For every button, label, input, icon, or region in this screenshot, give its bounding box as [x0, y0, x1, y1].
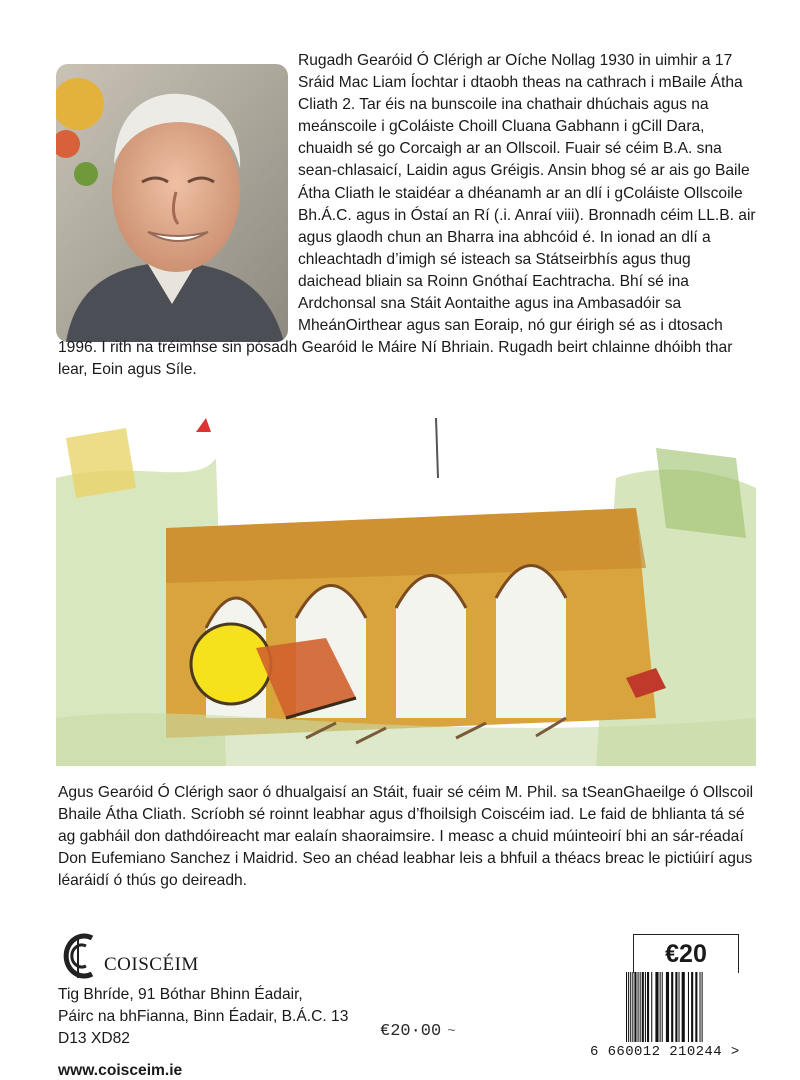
publisher-website: www.coisceim.ie — [58, 1062, 183, 1079]
bio-text-1: Rugadh Gearóid Ó Clérigh ar Oíche Nollag 1930 in uimhir a 17 Sráid Mac Liam Íochtar i dtaobh theas na cathrach i mBaile Átha Cliath 2. Tar éis na bunscoile ina chathair dhúchais agus na meánscoile i gColáiste Choill Cluana Gabhann i gCill Dara, chuaidh sé go Corcaigh ar an Ollscoil. Fuair sé céim B.A. sna sean-chlasaicí, Laidin agus Gréigis. Ansin bhog sé ar ais go Baile Átha Cliath le staidéar a dhéanamh ar an dlí i gColáiste Ollscoile Bh.Á.C. agus in Óstaí an Rí (.i. Anraí viii). Bronnadh céim LL.B. air agus glaodh chun an Bharra ina abhcóid é. In ionad an dlí a chleachtadh d’imigh sé isteach sa Státseirbhís agus thug daichead bliain sa Roinn Gnóthaí Eachtracha. Bhí sé ina Ardchonsal sna Stáit Aontaithe agus ina Ambasadóir sa MheánOirthear agus san Eoraip, nó gur éirigh sé as i dtosach 1996. I rith na tréimhse sin pósadh Gearóid le Máire Ní Bhriain. Rugadh beirt chlainne dhóibh thar lear, Eoin agus Síle. — [58, 52, 756, 379]
handwritten-price — [380, 1022, 456, 1041]
handwritten-price-mark: ~ — [447, 1024, 456, 1040]
price-box: €20 — [633, 934, 739, 973]
publisher-info — [58, 932, 438, 1080]
barcode-digits: 6 660012 210244 > — [590, 1044, 740, 1060]
barcode — [622, 972, 782, 1044]
address-line-2: Páirc na bhFianna, Binn Éadair, B.Á.C. 13 — [58, 1008, 349, 1025]
address-line-1: Tig Bhríde, 91 Bóthar Bhinn Éadair, — [58, 986, 303, 1003]
photo-wrap-spacer — [58, 50, 298, 336]
publisher-logo — [58, 932, 438, 980]
arches-painting-illustration — [56, 418, 756, 766]
handwritten-price-value: €20·00 — [380, 1022, 442, 1041]
author-bio-paragraph-1 — [58, 50, 758, 381]
author-bio-paragraph-2: Agus Gearóid Ó Clérigh saor ó dhualgaisí an Stáit, fuair sé céim M. Phil. sa tSeanGhaeilge ó Ollscoil Bhaile Átha Cliath. Scríobh sé roinnt leabhar agus d’fhoilsigh Coiscéim iad. Le faid de bhlianta tá sé ag gabháil don dathdóireacht mar ealaín shaoraimsire. I measc a chuid múinteoirí bhi an sár-réadaí Don Eufemiano Sanchez i Maidrid. Seo an chéad leabhar leis a bhfuil a théacs breac le pictiúirí agus léaráidí ó thús go deireadh. — [58, 784, 754, 890]
publisher-name: COISCÉIM — [104, 954, 199, 975]
coisceim-logo-icon — [58, 932, 98, 980]
address-line-3: D13 XD82 — [58, 1030, 130, 1047]
